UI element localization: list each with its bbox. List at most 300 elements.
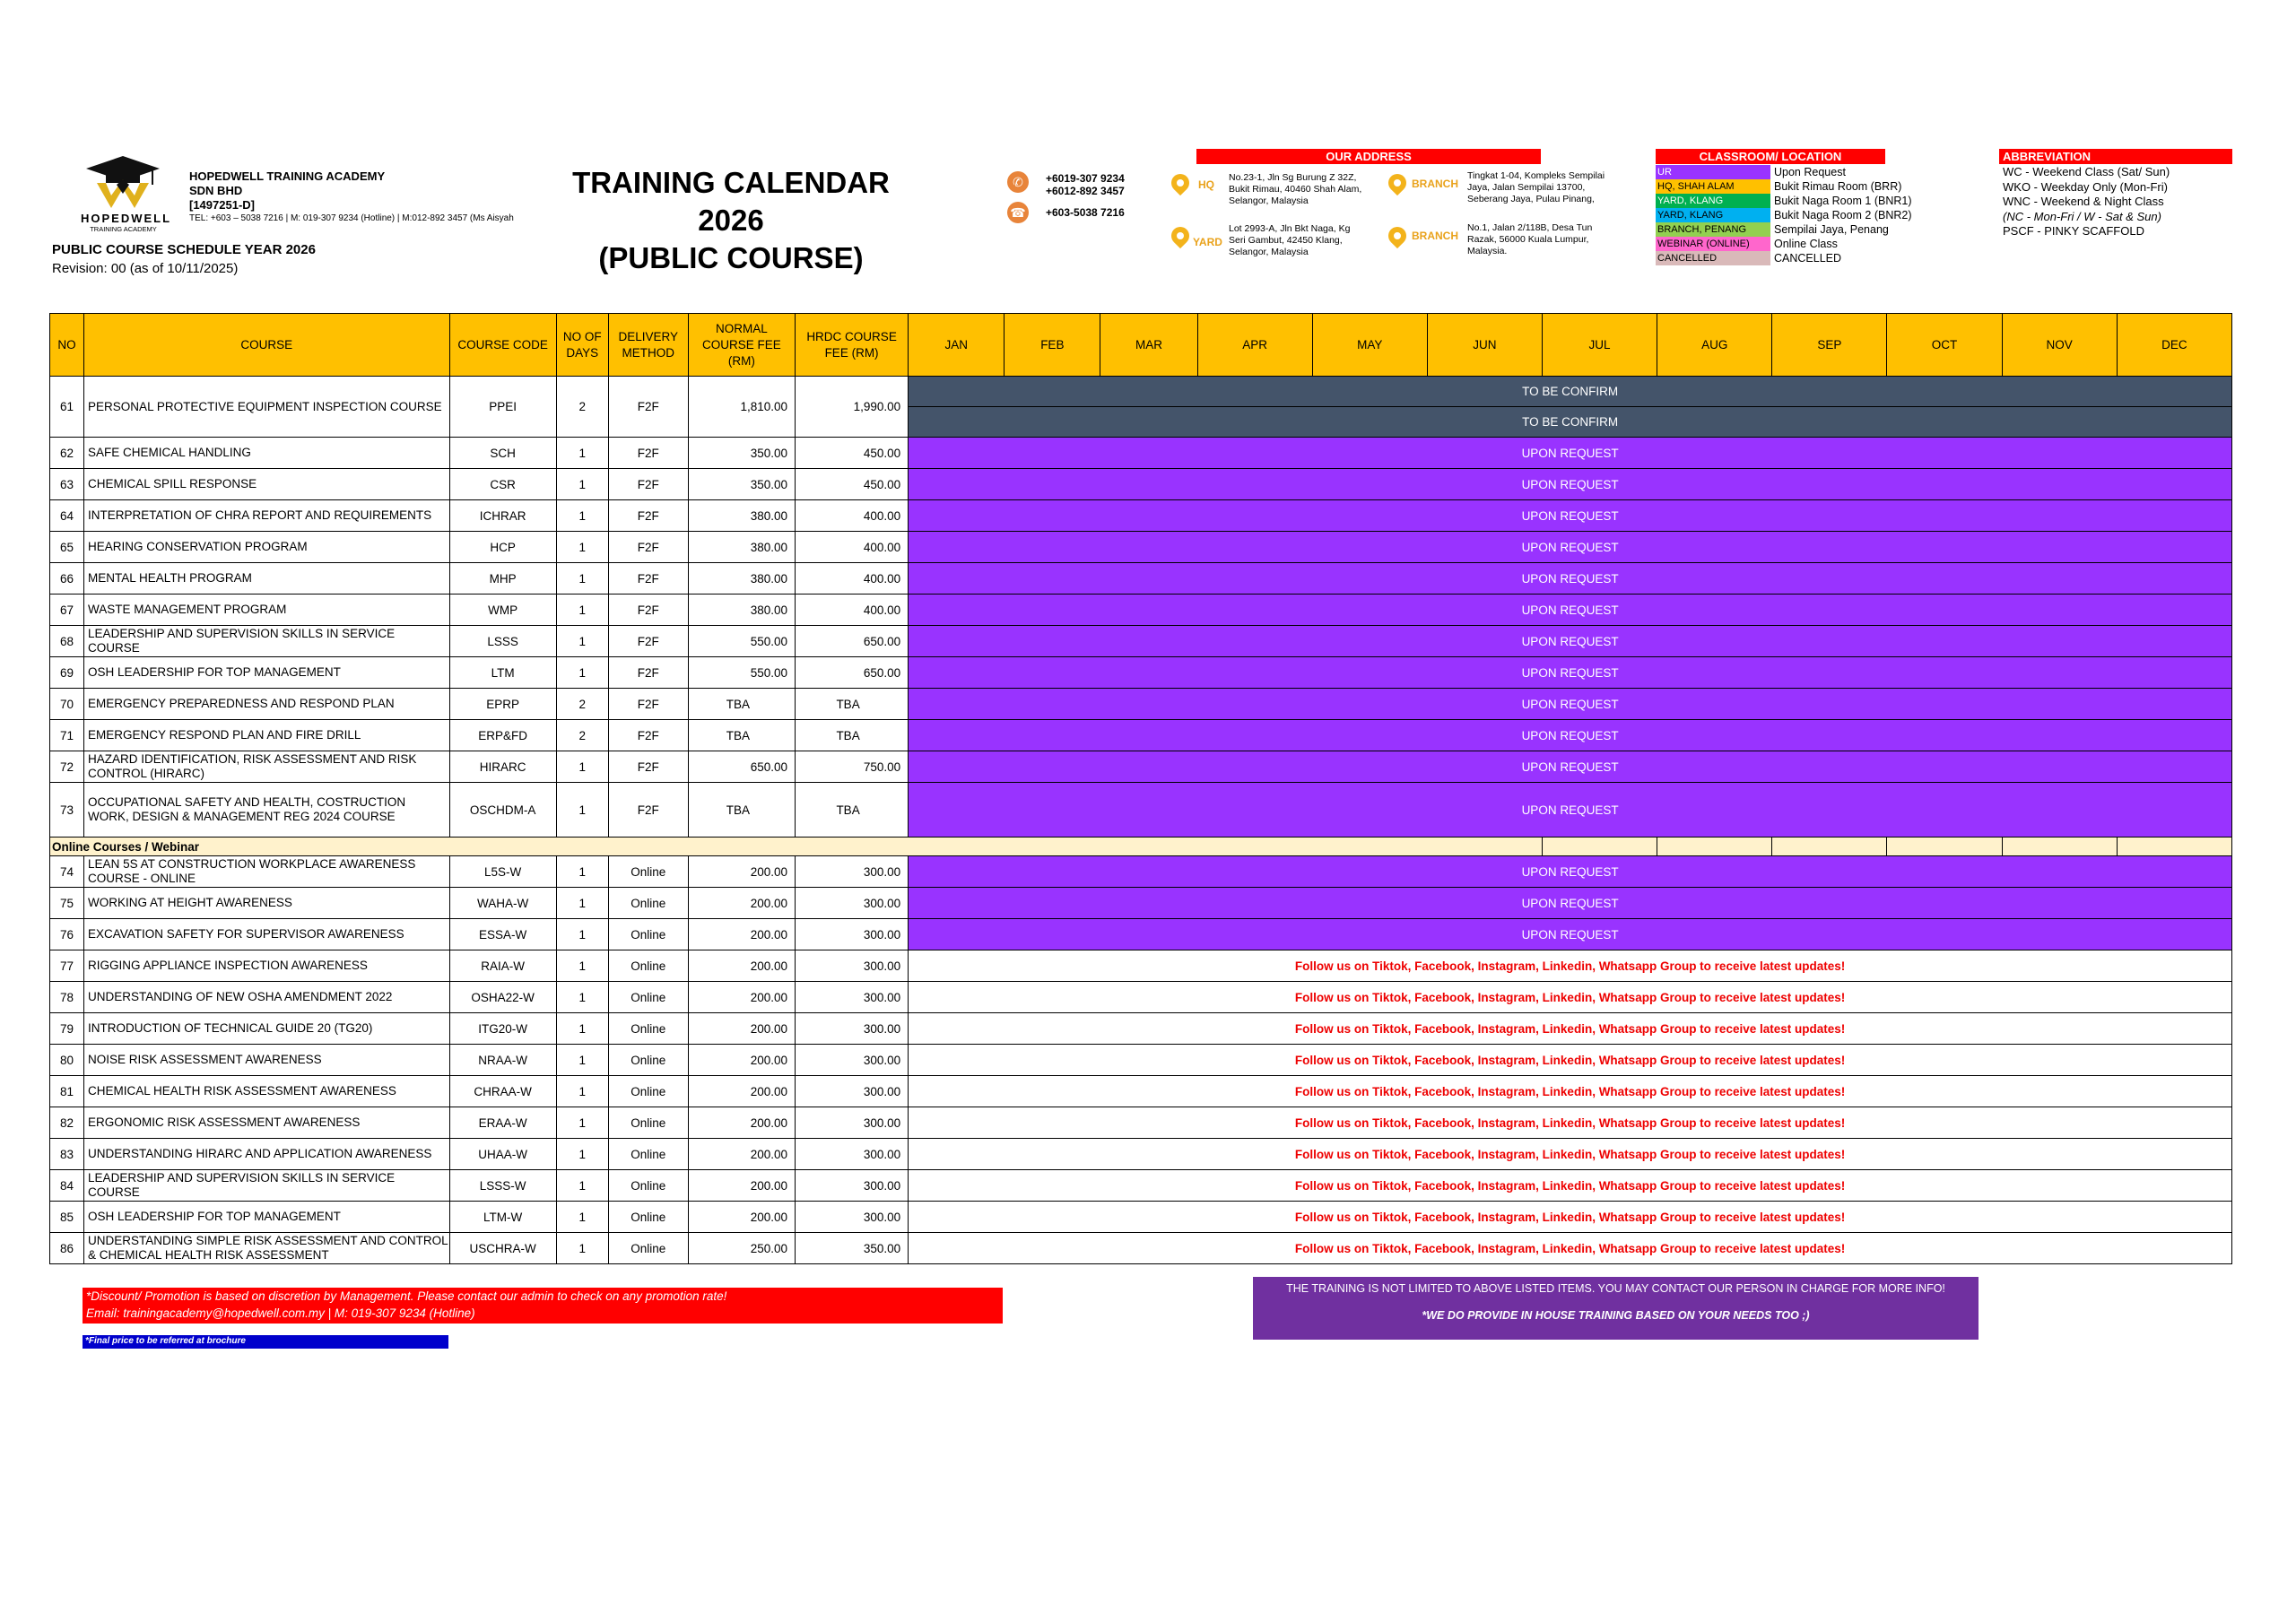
cell-days: 1 [556, 469, 608, 500]
cell-days: 1 [556, 595, 608, 626]
classroom-legend-item [1656, 251, 1925, 265]
cell-course-code: LSSS [449, 626, 556, 657]
cell-course: WORKING AT HEIGHT AWARENESS [84, 888, 450, 919]
cell-hrdc-fee: 300.00 [796, 1013, 909, 1045]
cell-course: OSH LEADERSHIP FOR TOP MANAGEMENT [84, 1202, 450, 1233]
cell-course-code: RAIA-W [449, 950, 556, 982]
section-empty-cell [2117, 838, 2231, 856]
phone-number[interactable]: +603-5038 7216 [1046, 206, 1125, 219]
schedule-title: PUBLIC COURSE SCHEDULE YEAR 2026 [52, 242, 316, 257]
table-row [50, 751, 2232, 783]
cell-hrdc-fee: TBA [796, 689, 909, 720]
cell-normal-fee: 380.00 [688, 532, 795, 563]
cell-course-code: HIRARC [449, 751, 556, 783]
cell-delivery-method: Online [608, 1202, 688, 1233]
cell-hrdc-fee: 450.00 [796, 438, 909, 469]
cell-course: PERSONAL PROTECTIVE EQUIPMENT INSPECTION COURSE [84, 377, 450, 438]
cell-course-code: UHAA-W [449, 1139, 556, 1170]
notice-text: THE TRAINING IS NOT LIMITED TO ABOVE LISTED ITEMS. YOU MAY CONTACT OUR PERSON IN CHARGE FOR MORE INFO! [1286, 1282, 1945, 1295]
col-month-jan: JAN [909, 314, 1004, 377]
cell-hrdc-fee: 400.00 [796, 595, 909, 626]
cell-course: CHEMICAL SPILL RESPONSE [84, 469, 450, 500]
cell-days: 1 [556, 438, 608, 469]
cell-normal-fee: 200.00 [688, 1107, 795, 1139]
cell-no: 68 [50, 626, 84, 657]
cell-delivery-method: Online [608, 1045, 688, 1076]
cell-course: MENTAL HEALTH PROGRAM [84, 563, 450, 595]
col-month-may: MAY [1312, 314, 1427, 377]
legend-code-swatch: HQ, SHAH ALAM [1656, 179, 1770, 194]
cell-course-code: OSHA22-W [449, 982, 556, 1013]
legend-description: Bukit Naga Room 1 (BNR1) [1774, 195, 1912, 207]
branch-penang-line-1: Tingkat 1-04, Kompleks Sempilai [1467, 170, 1605, 181]
cell-course: RIGGING APPLIANCE INSPECTION AWARENESS [84, 950, 450, 982]
cell-normal-fee: 200.00 [688, 1013, 795, 1045]
branch-penang-line-3: Seberang Jaya, Pulau Pinang, [1467, 194, 1595, 204]
cell-no: 62 [50, 438, 84, 469]
branch-kl-line-3: Malaysia. [1467, 246, 1508, 256]
table-row [50, 982, 2232, 1013]
cell-days: 1 [556, 1202, 608, 1233]
cell-course: INTRODUCTION OF TECHNICAL GUIDE 20 (TG20) [84, 1013, 450, 1045]
cell-hrdc-fee: 300.00 [796, 1202, 909, 1233]
schedule-band: UPON REQUEST [909, 856, 2232, 888]
company-suffix: SDN BHD [189, 184, 243, 197]
abbreviation-list [2003, 165, 2170, 239]
cell-delivery-method: Online [608, 856, 688, 888]
table-row [50, 626, 2232, 657]
branch-kl-line-2: Razak, 56000 Kuala Lumpur, [1467, 234, 1589, 245]
col-month-mar: MAR [1100, 314, 1197, 377]
discount-notice [83, 1288, 1003, 1324]
cell-no: 65 [50, 532, 84, 563]
cell-no: 61 [50, 377, 84, 438]
branch-penang-line-2: Jaya, Jalan Sempilai 13700, [1467, 182, 1586, 193]
branch-penang-pin-icon [1385, 170, 1410, 195]
cell-hrdc-fee: 300.00 [796, 1076, 909, 1107]
table-row [50, 720, 2232, 751]
legend-code-swatch: UR [1656, 165, 1770, 179]
cell-course: UNDERSTANDING OF NEW OSHA AMENDMENT 2022 [84, 982, 450, 1013]
hq-address-line-1: No.23-1, Jln Sg Burung Z 32Z, [1229, 172, 1357, 183]
col-no: NO [50, 314, 84, 377]
cell-normal-fee: 550.00 [688, 657, 795, 689]
classroom-legend-item [1656, 237, 1925, 251]
cell-course: LEADERSHIP AND SUPERVISION SKILLS IN SERVICE COURSE [84, 626, 450, 657]
cell-no: 63 [50, 469, 84, 500]
cell-normal-fee: 1,810.00 [688, 377, 795, 438]
cell-hrdc-fee: TBA [796, 783, 909, 838]
section-empty-cell [1542, 838, 1657, 856]
cell-course-code: CHRAA-W [449, 1076, 556, 1107]
cell-normal-fee: 200.00 [688, 950, 795, 982]
cell-hrdc-fee: 300.00 [796, 856, 909, 888]
cell-course: EXCAVATION SAFETY FOR SUPERVISOR AWARENESS [84, 919, 450, 950]
cell-no: 83 [50, 1139, 84, 1170]
cell-hrdc-fee: 350.00 [796, 1233, 909, 1264]
calendar-title-line-3: (PUBLIC COURSE) [598, 241, 864, 274]
legend-description: Sempilai Jaya, Penang [1774, 223, 1889, 236]
cell-normal-fee: 200.00 [688, 1076, 795, 1107]
cell-no: 77 [50, 950, 84, 982]
cell-course-code: L5S-W [449, 856, 556, 888]
yard-address-line-3: Selangor, Malaysia [1229, 247, 1309, 257]
cell-no: 69 [50, 657, 84, 689]
schedule-band: UPON REQUEST [909, 751, 2232, 783]
logo-brand: HOPEDWELL [81, 212, 172, 225]
cell-days: 1 [556, 1233, 608, 1264]
cell-delivery-method: F2F [608, 438, 688, 469]
cell-no: 85 [50, 1202, 84, 1233]
cell-days: 1 [556, 657, 608, 689]
table-row [50, 595, 2232, 626]
follow-us-message: Follow us on Tiktok, Facebook, Instagram, Linkedin, Whatsapp Group to receive latest updates! [909, 1013, 2232, 1045]
cell-hrdc-fee: 300.00 [796, 982, 909, 1013]
cell-normal-fee: 200.00 [688, 888, 795, 919]
cell-course: LEAN 5S AT CONSTRUCTION WORKPLACE AWARENESS COURSE - ONLINE [84, 856, 450, 888]
table-row [50, 1170, 2232, 1202]
cell-hrdc-fee: 300.00 [796, 1045, 909, 1076]
cell-course-code: EPRP [449, 689, 556, 720]
yard-location-pin-icon [1168, 223, 1193, 248]
hq-address-line-2: Bukit Rimau, 40460 Shah Alam, [1229, 184, 1362, 195]
cell-course-code: CSR [449, 469, 556, 500]
cell-no: 72 [50, 751, 84, 783]
company-contacts: TEL: +603 – 5038 7216 | M: 019-307 9234 (Hotline) | M:012-892 3457 (Ms Aisyah [189, 213, 514, 223]
schedule-band: UPON REQUEST [909, 500, 2232, 532]
cell-normal-fee: 200.00 [688, 856, 795, 888]
cell-course: INTERPRETATION OF CHRA REPORT AND REQUIREMENTS [84, 500, 450, 532]
follow-us-message: Follow us on Tiktok, Facebook, Instagram, Linkedin, Whatsapp Group to receive latest updates! [909, 1202, 2232, 1233]
follow-us-message: Follow us on Tiktok, Facebook, Instagram, Linkedin, Whatsapp Group to receive latest updates! [909, 1233, 2232, 1264]
cell-days: 1 [556, 982, 608, 1013]
table-row [50, 1139, 2232, 1170]
follow-us-message: Follow us on Tiktok, Facebook, Instagram, Linkedin, Whatsapp Group to receive latest updates! [909, 1139, 2232, 1170]
cell-course: HAZARD IDENTIFICATION, RISK ASSESSMENT AND RISK CONTROL (HIRARC) [84, 751, 450, 783]
cell-delivery-method: Online [608, 1076, 688, 1107]
col-delivery-method: DELIVERY METHOD [608, 314, 688, 377]
cell-delivery-method: F2F [608, 689, 688, 720]
cell-delivery-method: F2F [608, 563, 688, 595]
section-title: Online Courses / Webinar [50, 838, 1543, 856]
cell-no: 78 [50, 982, 84, 1013]
col-normal-fee: NORMAL COURSE FEE (RM) [688, 314, 795, 377]
schedule-band: UPON REQUEST [909, 438, 2232, 469]
cell-course-code: HCP [449, 532, 556, 563]
cell-course-code: ERP&FD [449, 720, 556, 751]
follow-us-message: Follow us on Tiktok, Facebook, Instagram, Linkedin, Whatsapp Group to receive latest updates! [909, 1107, 2232, 1139]
cell-delivery-method: Online [608, 919, 688, 950]
cell-normal-fee: 200.00 [688, 919, 795, 950]
cell-days: 1 [556, 1170, 608, 1202]
cell-course-code: PPEI [449, 377, 556, 438]
table-header-row [50, 314, 2232, 377]
cell-hrdc-fee: 650.00 [796, 657, 909, 689]
whatsapp-number-2[interactable]: +6012-892 3457 [1046, 185, 1125, 197]
cell-days: 1 [556, 1013, 608, 1045]
cell-hrdc-fee: 400.00 [796, 563, 909, 595]
col-month-jul: JUL [1542, 314, 1657, 377]
cell-course-code: ITG20-W [449, 1013, 556, 1045]
email-contact[interactable]: Email: trainingacademy@hopedwell.com.my | M: 019-307 9234 (Hotline) [86, 1306, 475, 1320]
cell-course: OSH LEADERSHIP FOR TOP MANAGEMENT [84, 657, 450, 689]
cell-days: 1 [556, 919, 608, 950]
cell-course-code: LTM [449, 657, 556, 689]
abbreviation-item: (NC - Mon-Fri / W - Sat & Sun) [2003, 209, 2161, 223]
section-empty-cell [2002, 838, 2117, 856]
cell-days: 1 [556, 532, 608, 563]
cell-course: OCCUPATIONAL SAFETY AND HEALTH, COSTRUCTION WORK, DESIGN & MANAGEMENT REG 2024 COURSE [84, 783, 450, 838]
cell-days: 1 [556, 1045, 608, 1076]
section-row-online [50, 838, 2232, 856]
cell-days: 1 [556, 783, 608, 838]
table-row [50, 1233, 2232, 1264]
cell-delivery-method: Online [608, 1107, 688, 1139]
cell-delivery-method: F2F [608, 532, 688, 563]
cell-no: 73 [50, 783, 84, 838]
graduation-cap-logo-icon [81, 152, 166, 208]
classroom-heading: CLASSROOM/ LOCATION [1656, 149, 1885, 164]
yard-address [1229, 223, 1350, 258]
hq-tag: HQ [1198, 178, 1214, 191]
col-month-feb: FEB [1004, 314, 1100, 377]
cell-delivery-method: Online [608, 888, 688, 919]
cell-course-code: ICHRAR [449, 500, 556, 532]
cell-hrdc-fee: 300.00 [796, 919, 909, 950]
follow-us-message: Follow us on Tiktok, Facebook, Instagram, Linkedin, Whatsapp Group to receive latest updates! [909, 1076, 2232, 1107]
cell-days: 2 [556, 720, 608, 751]
cell-hrdc-fee: 400.00 [796, 532, 909, 563]
cell-days: 1 [556, 563, 608, 595]
cell-normal-fee: 200.00 [688, 1045, 795, 1076]
col-days: NO OF DAYS [556, 314, 608, 377]
cell-normal-fee: 380.00 [688, 563, 795, 595]
table-row [50, 377, 2232, 407]
schedule-band: UPON REQUEST [909, 532, 2232, 563]
cell-no: 66 [50, 563, 84, 595]
cell-delivery-method: F2F [608, 657, 688, 689]
abbreviation-item: WKO - Weekday Only (Mon-Fri) [2003, 179, 2168, 194]
cell-hrdc-fee: 300.00 [796, 888, 909, 919]
schedule-band: UPON REQUEST [909, 720, 2232, 751]
cell-no: 71 [50, 720, 84, 751]
classroom-legend [1656, 165, 1925, 265]
cell-days: 1 [556, 1107, 608, 1139]
calendar-title [556, 164, 906, 277]
cell-course: ERGONOMIC RISK ASSESSMENT AWARENESS [84, 1107, 450, 1139]
schedule-band: UPON REQUEST [909, 657, 2232, 689]
legend-description: Online Class [1774, 238, 1838, 250]
cell-no: 74 [50, 856, 84, 888]
legend-code-swatch: WEBINAR (ONLINE) [1656, 237, 1770, 251]
section-empty-cell [1772, 838, 1887, 856]
final-price-note: *Final price to be referred at brochure [83, 1335, 448, 1349]
schedule-band: TO BE CONFIRM [909, 407, 2232, 438]
table-row [50, 500, 2232, 532]
legend-code-swatch: BRANCH, PENANG [1656, 222, 1770, 237]
company-name: HOPEDWELL TRAINING ACADEMY [189, 169, 386, 183]
branch-kl-tag: BRANCH [1412, 230, 1458, 242]
table-row [50, 532, 2232, 563]
cell-delivery-method: F2F [608, 720, 688, 751]
col-month-nov: NOV [2002, 314, 2117, 377]
cell-normal-fee: TBA [688, 720, 795, 751]
cell-course: SAFE CHEMICAL HANDLING [84, 438, 450, 469]
cell-normal-fee: TBA [688, 689, 795, 720]
hq-location-pin-icon [1168, 170, 1193, 195]
table-row [50, 856, 2232, 888]
cell-delivery-method: F2F [608, 626, 688, 657]
cell-normal-fee: 650.00 [688, 751, 795, 783]
cell-course-code: OSCHDM-A [449, 783, 556, 838]
training-calendar-table [49, 313, 2232, 1264]
col-month-apr: APR [1197, 314, 1312, 377]
legend-code-swatch: YARD, KLANG [1656, 208, 1770, 222]
cell-no: 81 [50, 1076, 84, 1107]
cell-course: WASTE MANAGEMENT PROGRAM [84, 595, 450, 626]
follow-us-message: Follow us on Tiktok, Facebook, Instagram, Linkedin, Whatsapp Group to receive latest updates! [909, 982, 2232, 1013]
inhouse-text: *WE DO PROVIDE IN HOUSE TRAINING BASED ON YOUR NEEDS TOO ;) [1422, 1309, 1810, 1322]
col-month-sep: SEP [1772, 314, 1887, 377]
col-month-oct: OCT [1887, 314, 2002, 377]
cell-course: EMERGENCY RESPOND PLAN AND FIRE DRILL [84, 720, 450, 751]
legend-description: Bukit Naga Room 2 (BNR2) [1774, 209, 1912, 221]
hq-address [1229, 172, 1361, 207]
cell-no: 76 [50, 919, 84, 950]
cell-course-code: LTM-W [449, 1202, 556, 1233]
cell-course: CHEMICAL HEALTH RISK ASSESSMENT AWARENESS [84, 1076, 450, 1107]
cell-course: UNDERSTANDING SIMPLE RISK ASSESSMENT AND CONTROL & CHEMICAL HEALTH RISK ASSESSMENT [84, 1233, 450, 1264]
table-row [50, 1202, 2232, 1233]
branch-penang-address [1467, 170, 1605, 205]
classroom-legend-item [1656, 194, 1925, 208]
cell-hrdc-fee: 300.00 [796, 1107, 909, 1139]
cell-normal-fee: 380.00 [688, 500, 795, 532]
cell-delivery-method: Online [608, 1139, 688, 1170]
cell-days: 1 [556, 888, 608, 919]
cell-hrdc-fee: 1,990.00 [796, 377, 909, 438]
cell-delivery-method: F2F [608, 500, 688, 532]
table-row [50, 950, 2232, 982]
cell-no: 67 [50, 595, 84, 626]
cell-no: 82 [50, 1107, 84, 1139]
cell-hrdc-fee: 300.00 [796, 950, 909, 982]
schedule-band: UPON REQUEST [909, 689, 2232, 720]
table-row [50, 1076, 2232, 1107]
cell-hrdc-fee: 300.00 [796, 1170, 909, 1202]
cell-normal-fee: 200.00 [688, 1139, 795, 1170]
whatsapp-number-1[interactable]: +6019-307 9234 [1046, 172, 1125, 185]
cell-days: 1 [556, 626, 608, 657]
cell-delivery-method: Online [608, 1233, 688, 1264]
cell-delivery-method: Online [608, 950, 688, 982]
cell-hrdc-fee: 750.00 [796, 751, 909, 783]
cell-no: 79 [50, 1013, 84, 1045]
yard-address-line-2: Seri Gambut, 42450 Klang, [1229, 235, 1343, 246]
abbreviation-heading: ABBREVIATION [1999, 149, 2232, 164]
cell-course-code: ESSA-W [449, 919, 556, 950]
table-row [50, 469, 2232, 500]
revision-text: Revision: 00 (as of 10/11/2025) [52, 261, 239, 276]
abbreviation-item: WC - Weekend Class (Sat/ Sun) [2003, 165, 2170, 178]
table-row [50, 1107, 2232, 1139]
cell-hrdc-fee: 450.00 [796, 469, 909, 500]
cell-hrdc-fee: TBA [796, 720, 909, 751]
yard-address-line-1: Lot 2993-A, Jln Bkt Naga, Kg [1229, 223, 1351, 234]
cell-days: 1 [556, 1076, 608, 1107]
col-month-aug: AUG [1657, 314, 1772, 377]
table-row [50, 919, 2232, 950]
classroom-legend-item [1656, 222, 1925, 237]
cell-no: 86 [50, 1233, 84, 1264]
col-hrdc-fee: HRDC COURSE FEE (RM) [796, 314, 909, 377]
table-row [50, 1013, 2232, 1045]
legend-code-swatch: YARD, KLANG [1656, 194, 1770, 208]
cell-days: 1 [556, 950, 608, 982]
branch-penang-tag: BRANCH [1412, 178, 1458, 190]
logo-brand-sub: TRAINING ACADEMY [90, 225, 157, 233]
table-row [50, 888, 2232, 919]
cell-course: LEADERSHIP AND SUPERVISION SKILLS IN SERVICE COURSE [84, 1170, 450, 1202]
cell-hrdc-fee: 300.00 [796, 1139, 909, 1170]
cell-delivery-method: F2F [608, 469, 688, 500]
cell-normal-fee: 200.00 [688, 1170, 795, 1202]
cell-delivery-method: Online [608, 1013, 688, 1045]
legend-description: Upon Request [1774, 166, 1846, 178]
discount-text: *Discount/ Promotion is based on discretion by Management. Please contact our admin to check on any promotion rate! [86, 1289, 727, 1303]
cell-days: 2 [556, 689, 608, 720]
table-row [50, 657, 2232, 689]
address-heading: OUR ADDRESS [1196, 149, 1541, 164]
classroom-legend-item [1656, 165, 1925, 179]
cell-course-code: LSSS-W [449, 1170, 556, 1202]
hq-address-line-3: Selangor, Malaysia [1229, 195, 1309, 206]
cell-no: 64 [50, 500, 84, 532]
classroom-legend-item [1656, 179, 1925, 194]
branch-kl-address [1467, 222, 1592, 257]
cell-course: NOISE RISK ASSESSMENT AWARENESS [84, 1045, 450, 1076]
cell-course-code: ERAA-W [449, 1107, 556, 1139]
calendar-title-line-1: TRAINING CALENDAR [572, 166, 890, 199]
cell-course: UNDERSTANDING HIRARC AND APPLICATION AWARENESS [84, 1139, 450, 1170]
cell-normal-fee: 350.00 [688, 469, 795, 500]
cell-normal-fee: 350.00 [688, 438, 795, 469]
cell-hrdc-fee: 400.00 [796, 500, 909, 532]
cell-course-code: SCH [449, 438, 556, 469]
col-course-code: COURSE CODE [449, 314, 556, 377]
whatsapp-icon: ✆ [1007, 171, 1029, 193]
table-row [50, 563, 2232, 595]
col-month-dec: DEC [2117, 314, 2231, 377]
cell-hrdc-fee: 650.00 [796, 626, 909, 657]
classroom-legend-item [1656, 208, 1925, 222]
cell-course-code: USCHRA-W [449, 1233, 556, 1264]
cell-normal-fee: 550.00 [688, 626, 795, 657]
cell-no: 70 [50, 689, 84, 720]
follow-us-message: Follow us on Tiktok, Facebook, Instagram, Linkedin, Whatsapp Group to receive latest updates! [909, 950, 2232, 982]
cell-delivery-method: F2F [608, 595, 688, 626]
cell-course-code: MHP [449, 563, 556, 595]
cell-delivery-method: F2F [608, 377, 688, 438]
cell-delivery-method: Online [608, 982, 688, 1013]
cell-course-code: NRAA-W [449, 1045, 556, 1076]
cell-course: EMERGENCY PREPAREDNESS AND RESPOND PLAN [84, 689, 450, 720]
company-logo [81, 152, 172, 233]
abbreviation-item: WNC - Weekend & Night Class [2003, 195, 2164, 208]
abbreviation-item: PSCF - PINKY SCAFFOLD [2003, 224, 2144, 238]
cell-course-code: WAHA-W [449, 888, 556, 919]
phone-icon: ☎ [1007, 202, 1029, 223]
